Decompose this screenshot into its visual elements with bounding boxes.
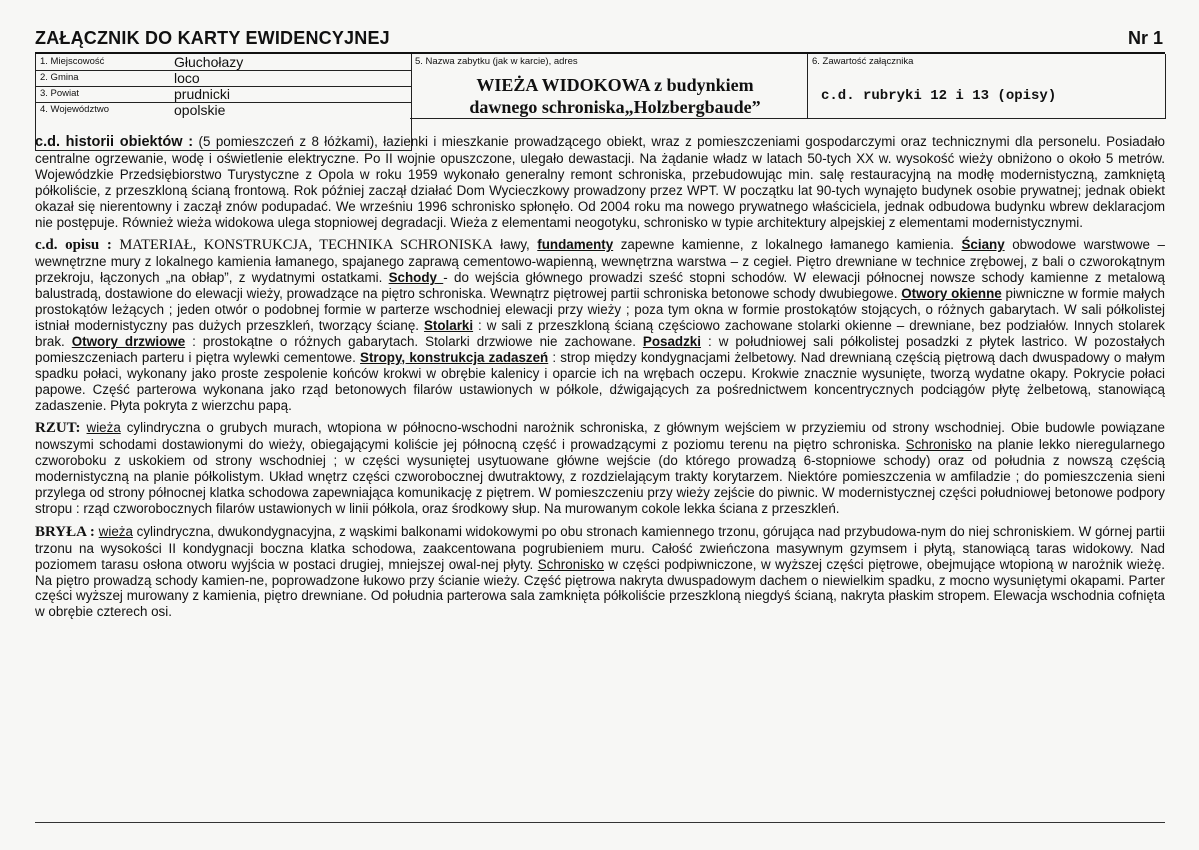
field-label: 1. Miejscowość (40, 56, 105, 67)
text-run: ławy, (492, 237, 538, 253)
footer-rule (35, 822, 1165, 823)
page-title: ZAŁĄCZNIK DO KARTY EWIDENCYJNEJ (35, 28, 390, 48)
field-powiat (36, 86, 411, 103)
materials-paragraph (35, 237, 1165, 413)
field-label: 5. Nazwa zabytku (jak w karcie), adres (415, 56, 578, 67)
keyword-posadzki: Posadzki (642, 333, 701, 349)
keyword-schody: Schody (388, 270, 444, 286)
text-run: w części podpiwniczone, w wyższej części piętrowe, obejmujące wtopioną w narożnik wieżę. Na piętro prowadzą schody kamien-ne, poprowadzone łukowo przy ścianie wieży. Część piętrowa nakryta dwuspadowym dachem o niewielkim spadku, z mocno wysuniętymi okapami. Parter części wyższej murowany z kamienia, piętro drewniane. Od południa parterowa sala zamknięta półkoliście przeszkloną niegdyś ścianą, nakryta płaskim stropem. Elewacja wschodnia cofnięta w obrębie czterech osi. (35, 556, 1166, 620)
attachment-number: Nr 1 (1127, 28, 1163, 48)
plan-paragraph (35, 420, 1165, 516)
keyword-wieza: wieża (86, 420, 121, 436)
monument-name-line1: WIEŻA WIDOKOWA z budynkiem (476, 75, 754, 95)
field-label: 3. Powiat (40, 88, 80, 99)
field-value: prudnicki (174, 86, 231, 102)
monument-name-box (410, 54, 808, 119)
text-run: : w południowej sali półkolistej posadzki z płytek lastrico. W pozostałych pomieszczeniach parteru i piętra wylewki cementowe. (35, 333, 1165, 365)
text-run: obwodowe warstwowe – wewnętrzne mury z lokalnego kamienia łamanego, spajanego zaprawą cementowo-wapienną, wewnętrzna warstwa – z cegieł. Piętro drewniane w technice zrębowej, z bali o czworokątnym przekroju, łączonych „na obłap”, z wydatnymi ostatkami. (35, 237, 1165, 286)
field-label: 4. Województwo (40, 104, 109, 115)
massing-paragraph (35, 524, 1165, 620)
plan-heading: RZUT: (35, 420, 81, 437)
monument-name (450, 74, 780, 118)
text-run: na planie lekko nieregularnego czworoboku z uskokiem od strony wschodniej ; w części wysuniętej usytuowane główne wejście (do którego prowadzą 6-stopniowe schody) oraz od południa z nowszą częścią modernistyczną na planie półkolistym. Układ wnętrz części czworobocznej dwutraktowy, z rozdzielającym trakty korytarzem. Niektóre pomieszczenia w amfiladzie ; do pomieszczenia sieni przylega od strony północnej klatka schodowa zapewniająca komunikację z piętrem. W pomieszczeniu przy wieży zejście do piwnic. W modernistycznej części południowej betonowe podpory stropu : rząd czworobocznych filarów ustawionych w linii półkola, oraz środkowy słup. Na murowanym cokole lekka ściana z przeszkleń. (35, 437, 1165, 516)
field-value: loco (174, 70, 200, 86)
field-gmina (36, 70, 411, 87)
field-label: 6. Zawartość załącznika (812, 56, 914, 67)
materials-section-title: MATERIAŁ, KONSTRUKCJA, TECHNIKA SCHRONISKA (119, 237, 493, 254)
keyword-otwory-okienne: Otwory okienne (901, 286, 1002, 302)
text-run: - do wejścia głównego prowadzi sześć stopni schodów. W elewacji północnej nowsze schody kamienne z metalową balustradą, dostawione do elewacji wieży, prowadzące na piętro schroniska. Wewnątrz piętrowej partii schroniska betonowe schody dwubiegowe. (35, 270, 1165, 302)
description-heading: c.d. opisu : (35, 237, 112, 254)
field-miejscowosc (36, 54, 411, 71)
contents-value: c.d. rubryki 12 i 13 (opisy) (821, 88, 1057, 104)
keyword-fundamenty: fundamenty (537, 237, 614, 253)
keyword-stolarki: Stolarki (423, 317, 474, 333)
monument-name-line2: dawnego schroniska„Holzbergbaude” (469, 97, 761, 117)
field-label: 2. Gmina (40, 72, 79, 83)
text-run: zapewne kamienne, z lokalnego łamanego kamienia. (613, 237, 962, 253)
text-run: : prostokątne o różnych gabarytach. Stolarki drzwiowe nie zachowane. (185, 333, 643, 349)
massing-heading: BRYŁA : (35, 523, 95, 540)
keyword-otwory-drzwiowe: Otwory drzwiowe (71, 333, 186, 349)
history-text: (5 pomieszczeń z 8 łóżkami), łazienki i mieszkanie prowadzącego obiekt, wraz z pomieszczeniami gospodarczymi oraz technicznymi dla personelu. Posiadało centralne ogrzewanie, wodę i oświetlenie elektryczne. Po II wojnie opuszczone, ulegało dewastacji. Na żądanie władz w latach 50-tych XX w. wysokość wieży obniżono o około 5 metrów. Wojewódzkie Przedsiębiorstwo Turystyczne z Opola w roku 1959 wykonało generalny remont schroniska, przebudowując min. salę restauracyjną na modłę modernistyczną, zamkniętą półkoliście, z przeszkloną ścianą frontową. Rok później zaczął działać Dom Wycieczkowy prowadzony przez WPT. W początku lat 90-tych wynajęto budynek osobie prywatnej; jednak obiekt okazał się nierentowny i zaczął znów podupadać. We wrześniu 1996 schronisko spłonęło. Od 2004 roku ma nowego prywatnego właściciela, jednak odbudowa budynku wbrew deklaracjom nie postępuje. Również wieża widokowa ulega stopniowej degradacji. Wieża z elementami neogotyku, schronisko w typie architektury alpejskiej z elementami modernistycznymi. (35, 134, 1165, 230)
keyword-sciany: Ściany (961, 237, 1005, 253)
description-body (35, 130, 1165, 627)
text-run: piwniczne w formie małych prostokątów leżących ; jeden otwór o podobnej formie w parterze wschodniej elewacji przy wieży ; poza tym okna w formie prostokątów stojących, o różnych gabarytach. W sali półkolistej istniał modernistyczny pas dużych przeszkleń, tworzący ścianę. (35, 286, 1165, 333)
contents-box (807, 54, 1166, 119)
text-run: cylindryczna, dwukondygnacyjna, z wąskimi balkonami widokowymi po obu stronach kamiennego trzonu, górująca nad przybudowa-nym do niej schroniskiem. W górnej partii trzonu na wysokości II kondygnacji boczna klatka schodowa, zaakcentowana pogrubieniem muru. Całość zwieńczona masywnym gzymsem i płytą, stanowiącą taras widokowy. Nad poziomem tarasu osłona otworu wyjścia w postaci drugiej, mniejszej owal-nej płyty. (35, 523, 1165, 572)
text-run: : w sali z przeszkloną ścianą częściowo zachowane stolarki okienne – drewniane, bez podziałów. Innych stolarek brak. (35, 317, 1165, 349)
history-paragraph (35, 134, 1165, 230)
keyword-schronisko: Schronisko (537, 556, 604, 572)
text-run: : strop między kondygnacjami żelbetowy. Nad drewnianą częścią piętrową dach dwuspadowy o małym spadku połaci, wykonany jako proste zespolenie końców krokwi w obrębie kalenicy i oparcie ich na wrębach oczepu. Krokwie znacznie wysunięte, tworzą wydatne okapy. Pokrycie połaci papowe. Część parterowa wykonana jako rząd betonowych filarów ustawionych w półkole, dźwigających za pośrednictwem koncentrycznych podciągów płytę żelbetową, stanowiącą zadaszenie. Płyta pokryta z wierzchu papą. (35, 349, 1165, 413)
field-value: opolskie (174, 102, 226, 118)
field-wojewodztwo (36, 102, 411, 118)
keyword-wieza: wieża (98, 523, 133, 539)
keyword-schronisko: Schronisko (905, 437, 972, 453)
field-value: Głuchołazy (174, 54, 244, 70)
keyword-stropy: Stropy, konstrukcja zadaszeń (360, 349, 549, 365)
history-heading: c.d. historii obiektów : (35, 134, 194, 150)
text-run: cylindryczna o grubych murach, wtopiona w północno-wschodni narożnik schroniska, z głównym wejściem w przyziemiu od strony wschodniej. Obie budowle powiązane nowszymi schodami dostawionymi do wieży, obiegającymi koliście jej północną część i prowadzącymi z poziomu terenu na piętro schroniska. (35, 420, 1165, 453)
